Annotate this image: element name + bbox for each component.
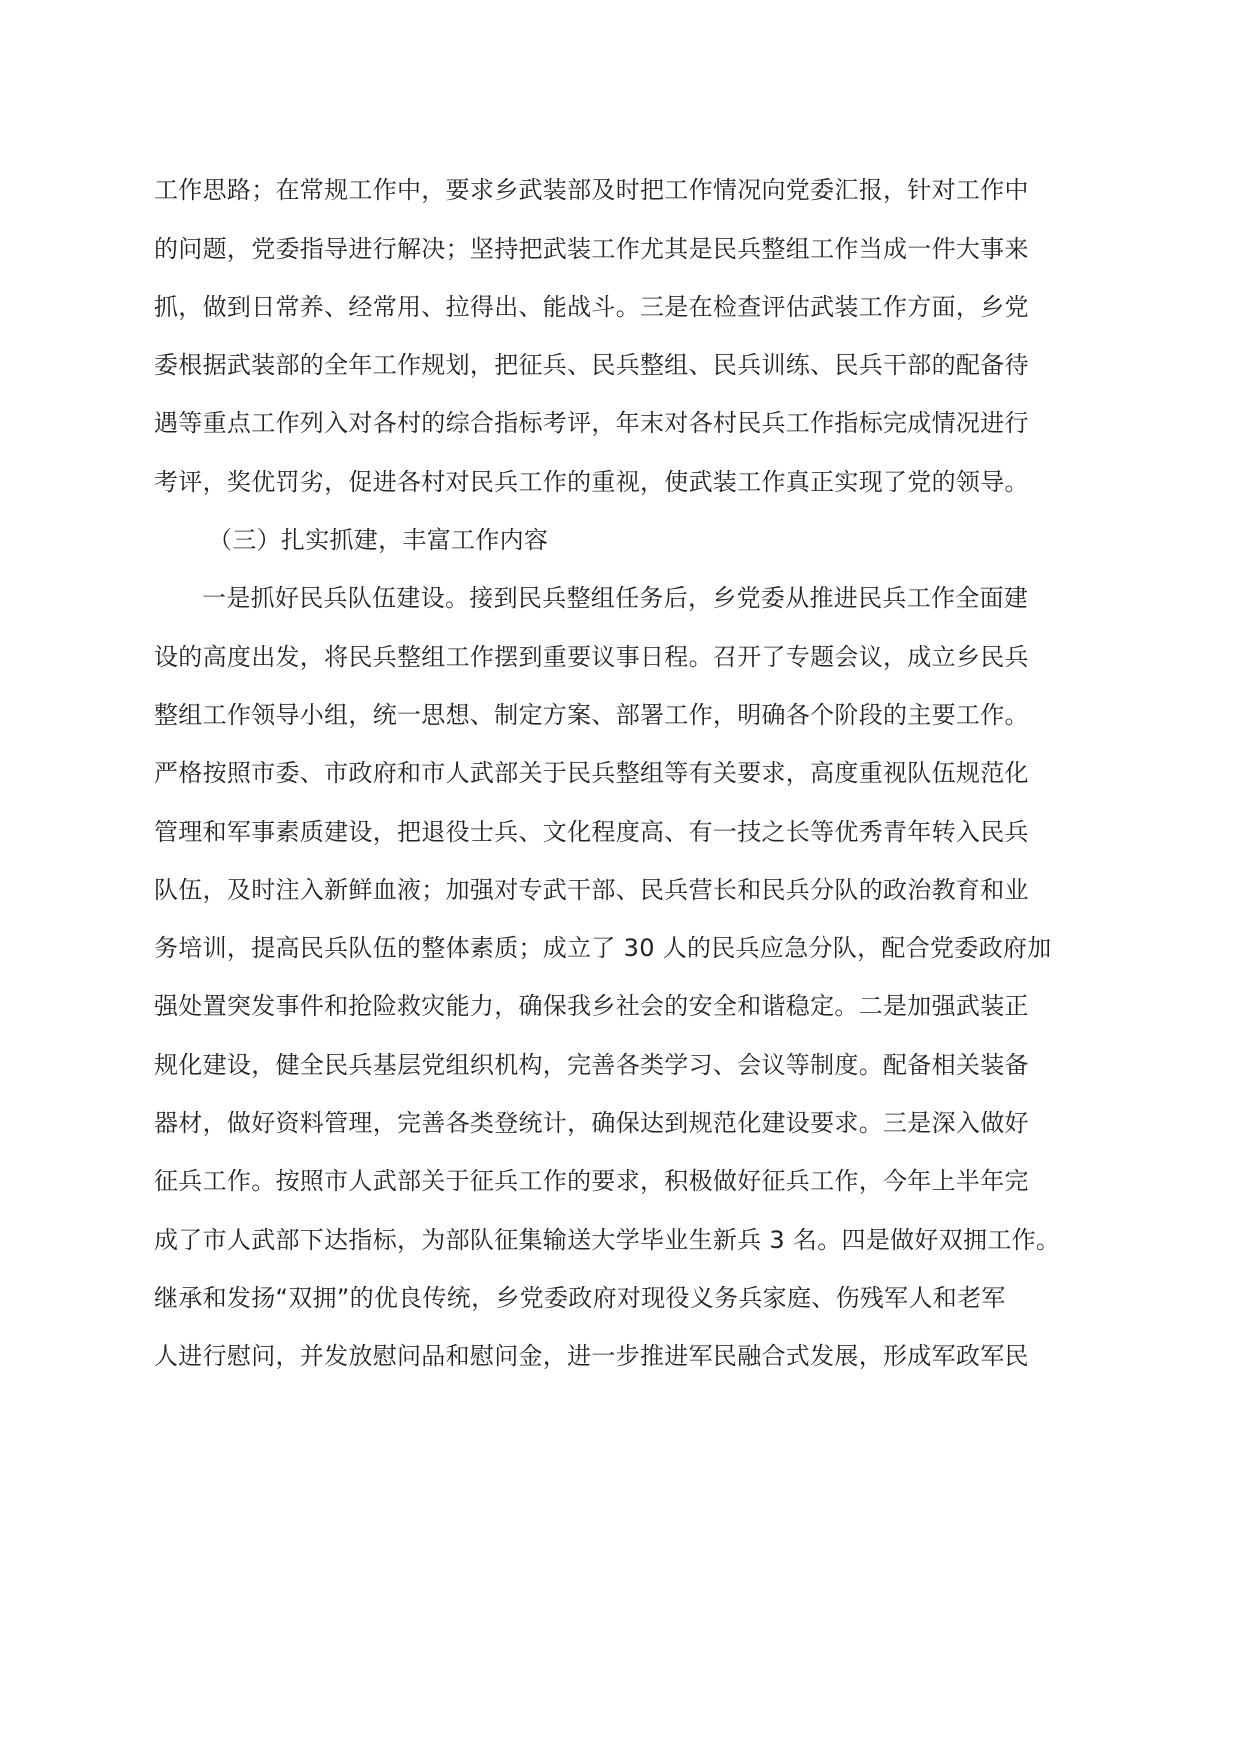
body-text-line: 遇等重点工作列入对各村的综合指标考评，年末对各村民兵工作指标完成情况进行 [154, 409, 1029, 437]
body-text-line: 队伍，及时注入新鲜血液；加强对专武干部、民兵营长和民兵分队的政治教育和业 [154, 876, 1029, 904]
body-text-line: 征兵工作。按照市人武部关于征兵工作的要求，积极做好征兵工作，今年上半年完 [154, 1167, 1029, 1195]
body-text-line: 管理和军事素质建设，把退役士兵、文化程度高、有一技之长等优秀青年转入民兵 [154, 818, 1029, 846]
body-text-line: 器材，做好资料管理，完善各类登统计，确保达到规范化建设要求。三是深入做好 [154, 1109, 1029, 1137]
body-text-line: 强处置突发事件和抢险救灾能力，确保我乡社会的安全和谐稳定。二是加强武装正 [154, 992, 1029, 1020]
body-text-line: 规化建设，健全民兵基层党组织机构，完善各类学习、会议等制度。配备相关装备 [154, 1051, 1029, 1079]
body-text-line: 设的高度出发，将民兵整组工作摆到重要议事日程。召开了专题会议，成立乡民兵 [154, 643, 1029, 671]
body-text-line: 考评，奖优罚劣，促进各村对民兵工作的重视，使武装工作真正实现了党的领导。 [154, 468, 1029, 496]
body-text-line: 务培训，提高民兵队伍的整体素质；成立了 30 人的民兵应急分队，配合党委政府加 [154, 934, 1052, 962]
body-text-line: 严格按照市委、市政府和市人武部关于民兵整组等有关要求，高度重视队伍规范化 [154, 759, 1029, 787]
body-text-line: 委根据武装部的全年工作规划，把征兵、民兵整组、民兵训练、民兵干部的配备待 [154, 351, 1029, 379]
body-text-line: 成了市人武部下达指标，为部队征集输送大学毕业生新兵 3 名。四是做好双拥工作。 [154, 1226, 1061, 1254]
section-heading: （三）扎实抓建，丰富工作内容 [208, 526, 549, 554]
body-text-line: 人进行慰问，并发放慰问品和慰问金，进一步推进军民融合式发展，形成军政军民 [154, 1342, 1029, 1370]
body-text-line: 的问题，党委指导进行解决；坚持把武装工作尤其是民兵整组工作当成一件大事来 [154, 235, 1029, 263]
body-text-line: 抓，做到日常养、经常用、拉得出、能战斗。三是在检查评估武装工作方面，乡党 [154, 293, 1029, 321]
body-text-line: 整组工作领导小组，统一思想、制定方案、部署工作，明确各个阶段的主要工作。 [154, 701, 1029, 729]
body-text-line: 继承和发扬“双拥”的优良传统，乡党委政府对现役义务兵家庭、伤残军人和老军 [154, 1284, 1006, 1312]
paragraph-first-line: 一是抓好民兵队伍建设。接到民兵整组任务后，乡党委从推进民兵工作全面建 [202, 584, 1029, 612]
body-text-line: 工作思路；在常规工作中，要求乡武装部及时把工作情况向党委汇报，针对工作中 [154, 176, 1029, 204]
